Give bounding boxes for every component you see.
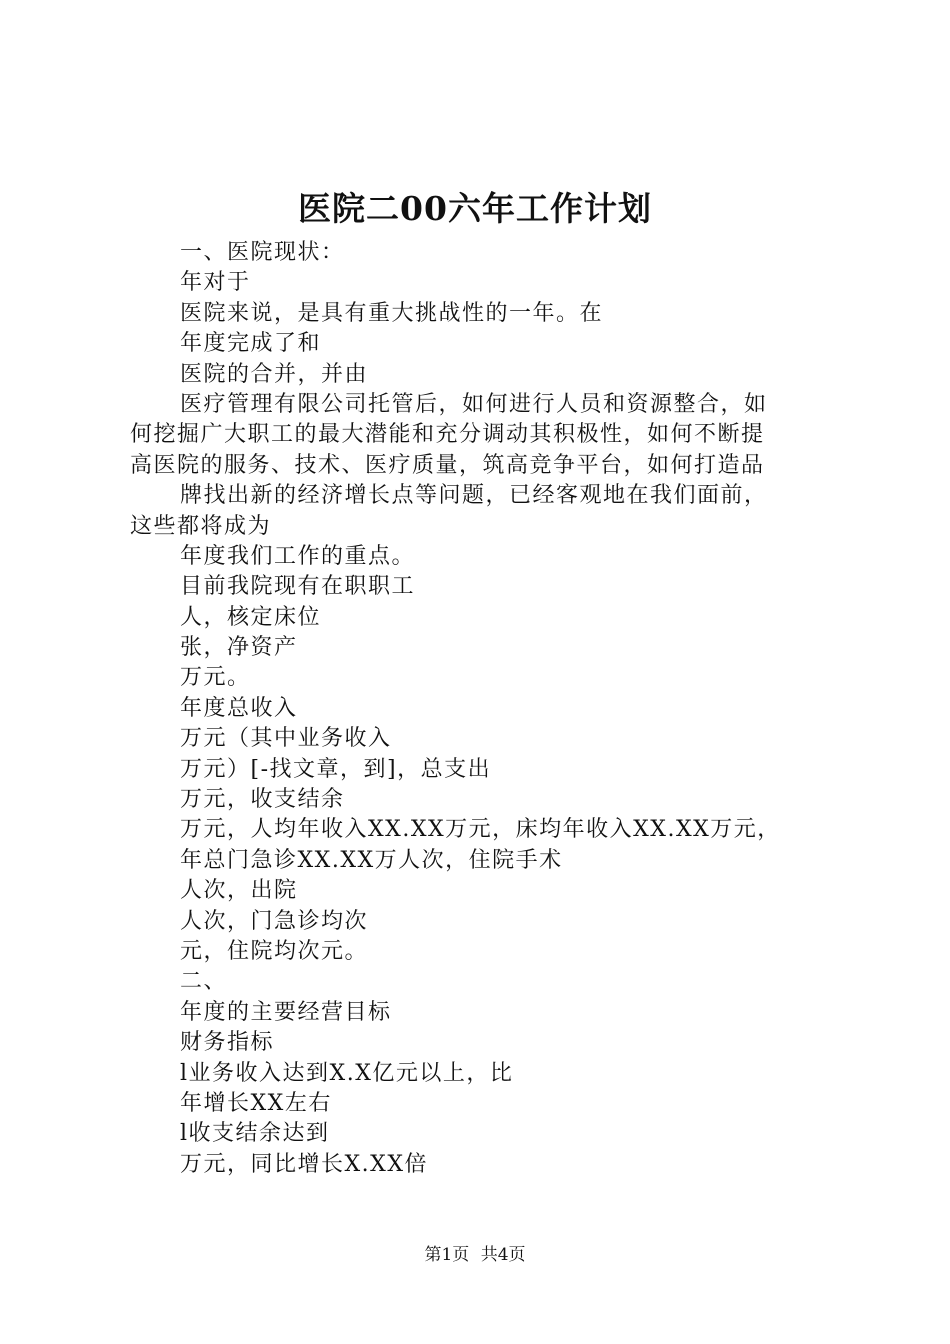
document-title: 医院二00六年工作计划 <box>298 189 652 228</box>
body-line: 万元。 <box>180 665 251 691</box>
body-line: 一、医院现状： <box>180 240 345 265</box>
body-line: 牌找出新的经济增长点等问题，已经客观地在我们面前， <box>180 483 768 509</box>
page-number: 第1页 <box>424 1245 470 1265</box>
body-line: 高医院的服务、技术、医疗质量，筑高竞争平台，如何打造品 <box>130 452 765 478</box>
body-line: 目前我院现有在职职工 <box>180 574 416 600</box>
body-line: 年度总收入 <box>180 695 298 721</box>
body-line: 医院来说，是具有重大挑战性的一年。在 <box>180 300 604 326</box>
body-line: 人次，出院 <box>180 878 298 904</box>
body-line: 年度我们工作的重点。 <box>180 543 416 569</box>
body-line: 万元，收支结余 <box>180 787 345 813</box>
body-line: 年增长XX左右 <box>180 1090 332 1116</box>
body-line: 人，核定床位 <box>180 604 322 630</box>
body-line: 万元，同比增长X.XX倍 <box>180 1151 428 1177</box>
body-line: 张，净资产 <box>180 635 298 661</box>
body-line: 年对于 <box>180 270 251 296</box>
document-body <box>130 238 830 1180</box>
body-line: 财务指标 <box>180 1030 275 1056</box>
body-line: 医院的合并，并由 <box>180 361 369 387</box>
body-line: 何挖掘广大职工的最大潜能和充分调动其积极性，如何不断提 <box>130 422 765 448</box>
body-line: 医疗管理有限公司托管后，如何进行人员和资源整合，如 <box>180 391 768 417</box>
body-line: 人次，门急诊均次 <box>180 908 369 934</box>
body-line: l业务收入达到X.X亿元以上，比 <box>180 1060 514 1086</box>
body-line: 年总门急诊XX.XX万人次，住院手术 <box>180 847 563 873</box>
body-line: 这些都将成为 <box>130 513 272 539</box>
body-line: 万元（其中业务收入 <box>180 726 392 752</box>
body-line: 二、 <box>180 969 228 995</box>
body-line: 万元，人均年收入XX.XX万元，床均年收入XX.XX万元， <box>180 817 781 843</box>
body-line: 年度完成了和 <box>180 331 322 357</box>
page-total: 共4页 <box>480 1245 526 1265</box>
body-line: l收支结余达到 <box>180 1121 330 1147</box>
page-footer <box>0 1243 950 1267</box>
body-line: 年度的主要经营目标 <box>180 999 392 1025</box>
body-line: 元，住院均次元。 <box>180 938 369 964</box>
body-line: 万元）[-找文章，到]，总支出 <box>180 756 492 782</box>
